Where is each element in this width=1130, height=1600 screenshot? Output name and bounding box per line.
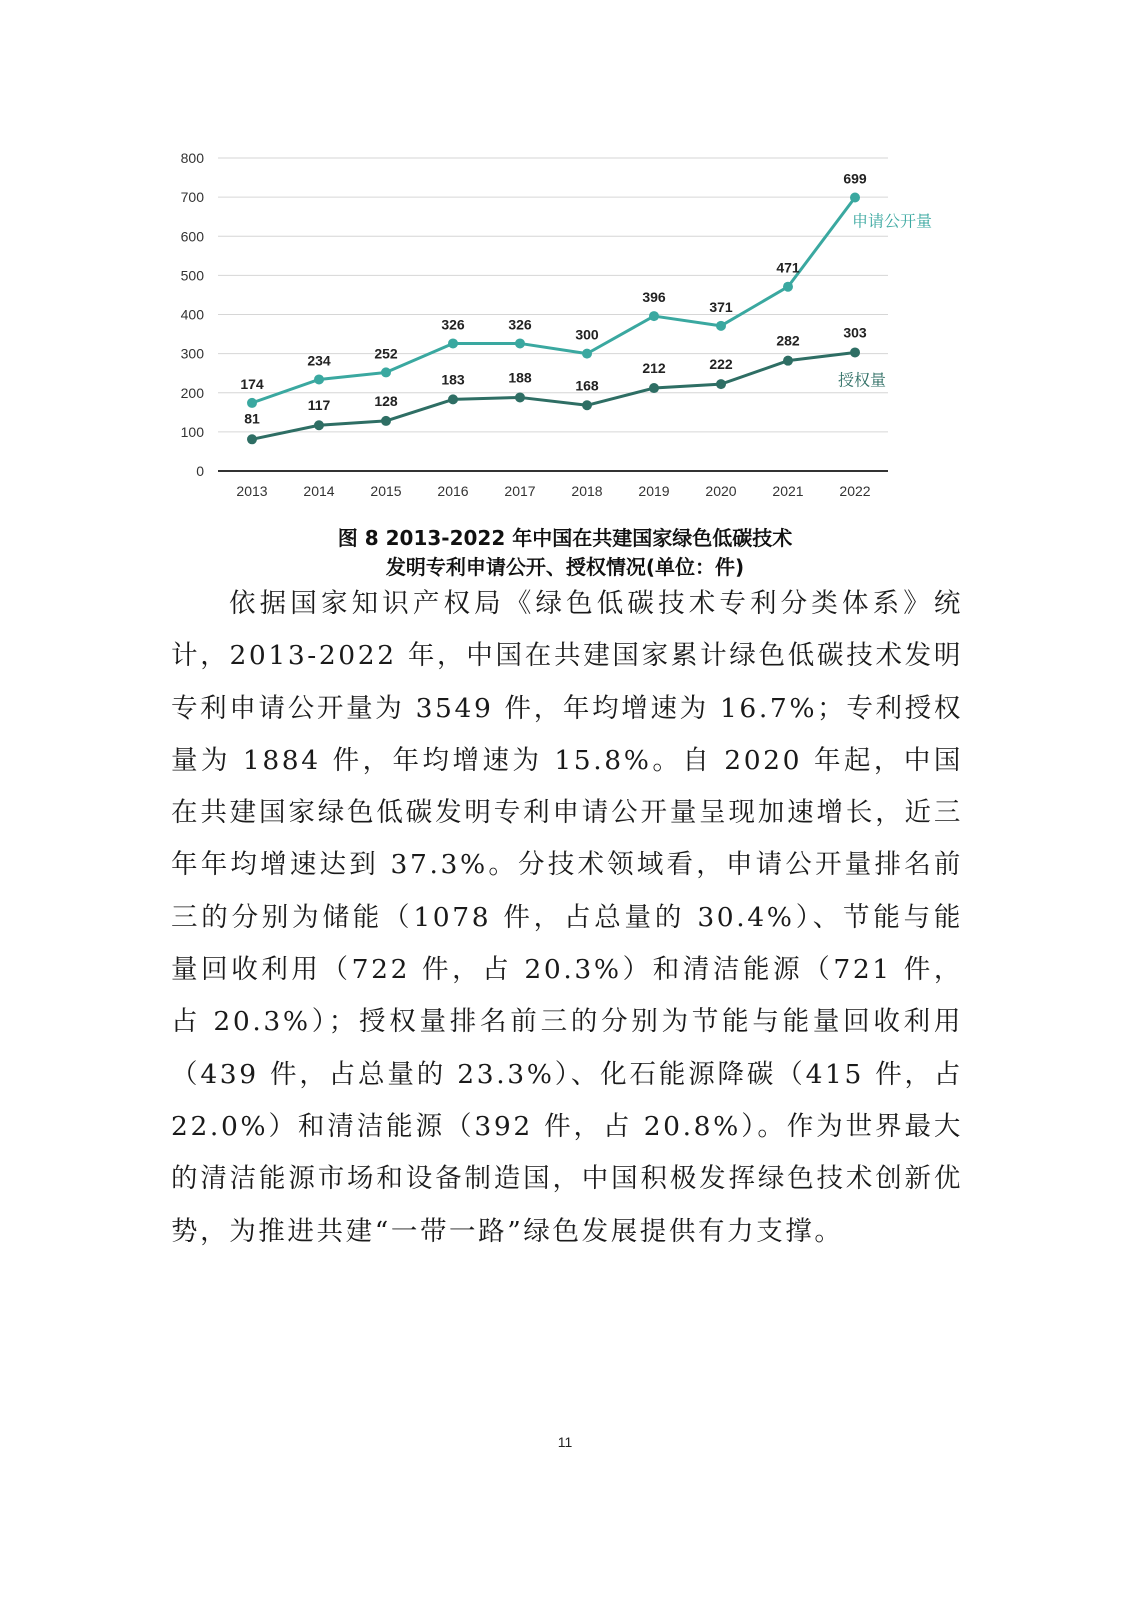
application-data-point xyxy=(850,193,860,203)
series-group xyxy=(247,193,860,445)
grant-data-label: 183 xyxy=(441,371,465,388)
application-data-point xyxy=(515,338,525,348)
page-number: 11 xyxy=(557,1434,573,1450)
application-data-point xyxy=(448,338,458,348)
application-data-label: 326 xyxy=(441,316,465,333)
application-data-point xyxy=(783,282,793,292)
application-data-point xyxy=(314,374,324,384)
grant-data-point xyxy=(716,379,726,389)
y-tick-label: 500 xyxy=(180,267,204,284)
application-data-label: 300 xyxy=(575,326,599,343)
grant-data-label: 222 xyxy=(709,356,733,373)
grant-data-label: 117 xyxy=(307,397,331,414)
application-series-line xyxy=(252,198,855,403)
application-data-label: 326 xyxy=(508,316,532,333)
grant-data-label: 168 xyxy=(575,377,599,394)
grant-data-point xyxy=(515,392,525,402)
y-tick-label: 600 xyxy=(180,228,204,245)
x-tick-label: 2013 xyxy=(236,483,268,499)
application-data-point xyxy=(381,367,391,377)
y-tick-label: 200 xyxy=(180,384,204,401)
application-data-label: 396 xyxy=(642,289,666,306)
data-labels xyxy=(240,171,932,427)
application-data-point xyxy=(716,321,726,331)
y-tick-label: 0 xyxy=(196,463,204,479)
application-data-label: 174 xyxy=(240,375,264,392)
grant-data-label: 81 xyxy=(244,410,260,427)
x-tick-label: 2016 xyxy=(437,483,469,499)
grant-data-point xyxy=(247,434,257,444)
grant-series-line xyxy=(252,352,855,439)
application-data-point xyxy=(247,398,257,408)
x-tick-label: 2019 xyxy=(638,483,670,499)
grant-data-label: 188 xyxy=(508,369,532,386)
application-data-point xyxy=(582,349,592,359)
y-tick-label: 300 xyxy=(180,345,204,362)
y-tick-label: 800 xyxy=(180,150,204,166)
grant-series-name: 授权量 xyxy=(837,372,887,390)
grant-data-label: 128 xyxy=(374,392,398,409)
x-tick-label: 2020 xyxy=(705,483,737,499)
application-series-name: 申请公开量 xyxy=(851,213,933,231)
grant-data-point xyxy=(582,400,592,410)
x-tick-label: 2014 xyxy=(303,483,335,499)
x-tick-label: 2022 xyxy=(839,483,871,499)
figure-caption-line-1: 图 8 2013-2022 年中国在共建国家绿色低碳技术 xyxy=(337,526,793,550)
application-data-label: 252 xyxy=(374,345,398,362)
grant-data-point xyxy=(381,416,391,426)
application-data-label: 371 xyxy=(709,298,733,315)
line-chart xyxy=(160,140,960,510)
grant-data-label: 282 xyxy=(776,332,800,349)
figure-caption-line-2: 发明专利申请公开、授权情况(单位：件) xyxy=(385,555,745,579)
y-tick-label: 700 xyxy=(180,189,204,206)
x-axis-ticks xyxy=(236,483,870,499)
grant-data-label: 303 xyxy=(843,324,867,341)
grant-data-label: 212 xyxy=(642,360,666,377)
y-tick-label: 400 xyxy=(180,306,204,323)
grant-data-point xyxy=(314,420,324,430)
application-data-label: 234 xyxy=(307,352,331,369)
x-tick-label: 2015 xyxy=(370,483,402,499)
application-data-label: 699 xyxy=(843,170,867,187)
grant-data-point xyxy=(783,356,793,366)
application-data-point xyxy=(649,311,659,321)
body-paragraph: 依据国家知识产权局《绿色低碳技术专利分类体系》统计，2013-2022 年，中国在共建国家累计绿色低碳技术发明专利申请公开量为 3549 件，年均增速为 16.7%；专利授权量为 1884 件，年均增速为 15.8%。自 2020 年起，中国在共建国家绿色低碳发明专利申请公开量呈现加速增长，近三年年均增速达到 37.3%。分技术领域看，申请公开量排名前三的分别为储能（1078 件，占总量的 30.4%）、节能与能量回收利用（722 件，占 20.3%）和清洁能源（721 件，占 20.3%）；授权量排名前三的分别为节能与能量回收利用（439 件，占总量的 23.3%）、化石能源降碳（415 件，占 22.0%）和清洁能源（392 件，占 20.8%）。作为世界最大的清洁能源市场和设备制造国，中国积极发挥绿色技术创新优势，为推进共建“一带一路”绿色发展提供有力支撑。 xyxy=(171,588,963,1247)
x-tick-label: 2021 xyxy=(772,483,804,499)
x-tick-label: 2018 xyxy=(571,483,603,499)
x-tick-label: 2017 xyxy=(504,483,536,499)
y-tick-label: 100 xyxy=(180,423,204,440)
grant-data-point xyxy=(649,383,659,393)
grant-data-point xyxy=(850,347,860,357)
grant-data-point xyxy=(448,394,458,404)
application-data-label: 471 xyxy=(776,259,800,276)
y-axis-ticks xyxy=(181,150,205,479)
